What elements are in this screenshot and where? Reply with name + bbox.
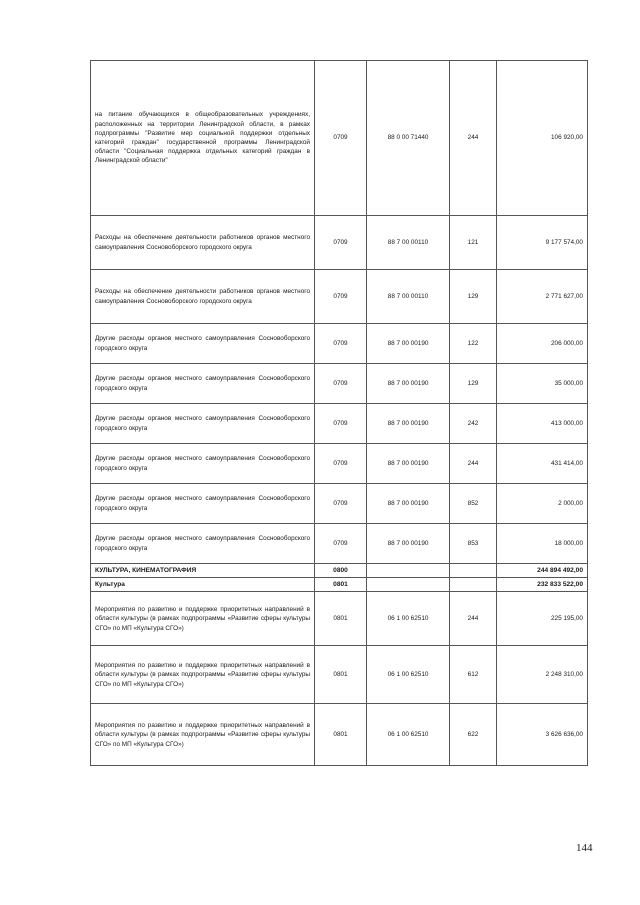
- row-target-cell: 88 7 00 00190: [367, 484, 450, 524]
- row-target-cell: 88 7 00 00190: [367, 364, 450, 404]
- row-amount-cell: 413 000,00: [497, 404, 588, 444]
- row-target-cell: 88 7 00 00190: [367, 404, 450, 444]
- row-target-cell: 06 1 00 62510: [367, 704, 450, 766]
- row-kind-cell: 244: [450, 444, 497, 484]
- row-kind-cell: 853: [450, 524, 497, 564]
- row-name-cell: Другие расходы органов местного самоуправления Сосновоборского городского округа: [91, 444, 315, 484]
- row-target-cell: 06 1 00 62510: [367, 592, 450, 646]
- row-amount-cell: 18 000,00: [497, 524, 588, 564]
- row-section-cell: 0709: [315, 524, 367, 564]
- row-amount-cell: 35 000,00: [497, 364, 588, 404]
- row-name-cell: Мероприятия по развитию и поддержке приоритетных направлений в области культуры (в рамках подпрограммы «Развитие сферы культуры СГО» по МП «Культура СГО»): [91, 592, 315, 646]
- row-section-cell: 0709: [315, 404, 367, 444]
- row-section-cell: 0800: [315, 564, 367, 578]
- table-row: [91, 404, 588, 444]
- table-body: [91, 61, 588, 766]
- row-target-cell: 88 7 00 00190: [367, 524, 450, 564]
- row-amount-cell: 431 414,00: [497, 444, 588, 484]
- row-target-cell: [367, 564, 450, 578]
- row-name-cell: Мероприятия по развитию и поддержке приоритетных направлений в области культуры (в рамках подпрограммы «Развитие сферы культуры СГО» по МП «Культура СГО»): [91, 704, 315, 766]
- page-number: 144: [576, 842, 593, 854]
- row-kind-cell: 244: [450, 61, 497, 216]
- row-section-cell: 0709: [315, 61, 367, 216]
- table-row: [91, 704, 588, 766]
- table-row: [91, 646, 588, 704]
- row-kind-cell: 121: [450, 216, 497, 270]
- row-name-cell: Мероприятия по развитию и поддержке приоритетных направлений в области культуры (в рамках подпрограммы «Развитие сферы культуры СГО» по МП «Культура СГО»): [91, 646, 315, 704]
- row-amount-cell: 9 177 574,00: [497, 216, 588, 270]
- table-row: [91, 564, 588, 578]
- row-amount-cell: 106 920,00: [497, 61, 588, 216]
- row-target-cell: 88 7 00 00190: [367, 324, 450, 364]
- row-kind-cell: 129: [450, 270, 497, 324]
- row-name-cell: Культура: [91, 578, 315, 592]
- row-kind-cell: 122: [450, 324, 497, 364]
- table-row: [91, 484, 588, 524]
- budget-table: [90, 60, 588, 766]
- row-section-cell: 0709: [315, 216, 367, 270]
- row-name-cell: Другие расходы органов местного самоуправления Сосновоборского городского округа: [91, 404, 315, 444]
- row-kind-cell: 622: [450, 704, 497, 766]
- row-target-cell: 06 1 00 62510: [367, 646, 450, 704]
- row-name-cell: Другие расходы органов местного самоуправления Сосновоборского городского округа: [91, 484, 315, 524]
- table-row: [91, 216, 588, 270]
- row-name-cell: Другие расходы органов местного самоуправления Сосновоборского городского округа: [91, 364, 315, 404]
- row-section-cell: 0709: [315, 444, 367, 484]
- row-amount-cell: 2 248 310,00: [497, 646, 588, 704]
- row-name-cell: Другие расходы органов местного самоуправления Сосновоборского городского округа: [91, 524, 315, 564]
- table-row: [91, 444, 588, 484]
- row-amount-cell: 225 195,00: [497, 592, 588, 646]
- row-target-cell: 88 7 00 00110: [367, 270, 450, 324]
- row-section-cell: 0801: [315, 646, 367, 704]
- row-section-cell: 0709: [315, 364, 367, 404]
- row-kind-cell: 244: [450, 592, 497, 646]
- row-section-cell: 0801: [315, 578, 367, 592]
- row-name-cell: Расходы на обеспечение деятельности работников органов местного самоуправления Сосновоборского городского округа: [91, 216, 315, 270]
- row-amount-cell: 2 000,00: [497, 484, 588, 524]
- table-row: [91, 270, 588, 324]
- table-row: [91, 578, 588, 592]
- row-section-cell: 0709: [315, 270, 367, 324]
- row-target-cell: 88 7 00 00110: [367, 216, 450, 270]
- row-kind-cell: 242: [450, 404, 497, 444]
- table-row: [91, 324, 588, 364]
- row-name-cell: на питание обучающихся в общеобразовательных учреждениях, расположенных на территории Ленинградской области, в рамках подпрограммы "Развитие мер социальной поддержки отдельных категорий граждан" государственной программы Ленинградской области "Социальная поддержка отдельных категорий граждан в Ленинградской области": [91, 61, 315, 216]
- row-target-cell: 88 0 00 71440: [367, 61, 450, 216]
- row-section-cell: 0801: [315, 592, 367, 646]
- row-section-cell: 0801: [315, 704, 367, 766]
- row-name-cell: Другие расходы органов местного самоуправления Сосновоборского городского округа: [91, 324, 315, 364]
- table-row: [91, 592, 588, 646]
- row-amount-cell: 244 894 492,00: [497, 564, 588, 578]
- row-kind-cell: [450, 578, 497, 592]
- row-section-cell: 0709: [315, 484, 367, 524]
- row-section-cell: 0709: [315, 324, 367, 364]
- row-target-cell: [367, 578, 450, 592]
- table-row: [91, 524, 588, 564]
- table-row: [91, 61, 588, 216]
- row-amount-cell: 206 000,00: [497, 324, 588, 364]
- row-kind-cell: 129: [450, 364, 497, 404]
- row-amount-cell: 3 626 636,00: [497, 704, 588, 766]
- row-kind-cell: 612: [450, 646, 497, 704]
- row-name-cell: Расходы на обеспечение деятельности работников органов местного самоуправления Сосновоборского городского округа: [91, 270, 315, 324]
- table-row: [91, 364, 588, 404]
- row-amount-cell: 232 833 522,00: [497, 578, 588, 592]
- row-target-cell: 88 7 00 00190: [367, 444, 450, 484]
- row-kind-cell: [450, 564, 497, 578]
- row-name-cell: КУЛЬТУРА, КИНЕМАТОГРАФИЯ: [91, 564, 315, 578]
- row-amount-cell: 2 771 627,00: [497, 270, 588, 324]
- row-kind-cell: 852: [450, 484, 497, 524]
